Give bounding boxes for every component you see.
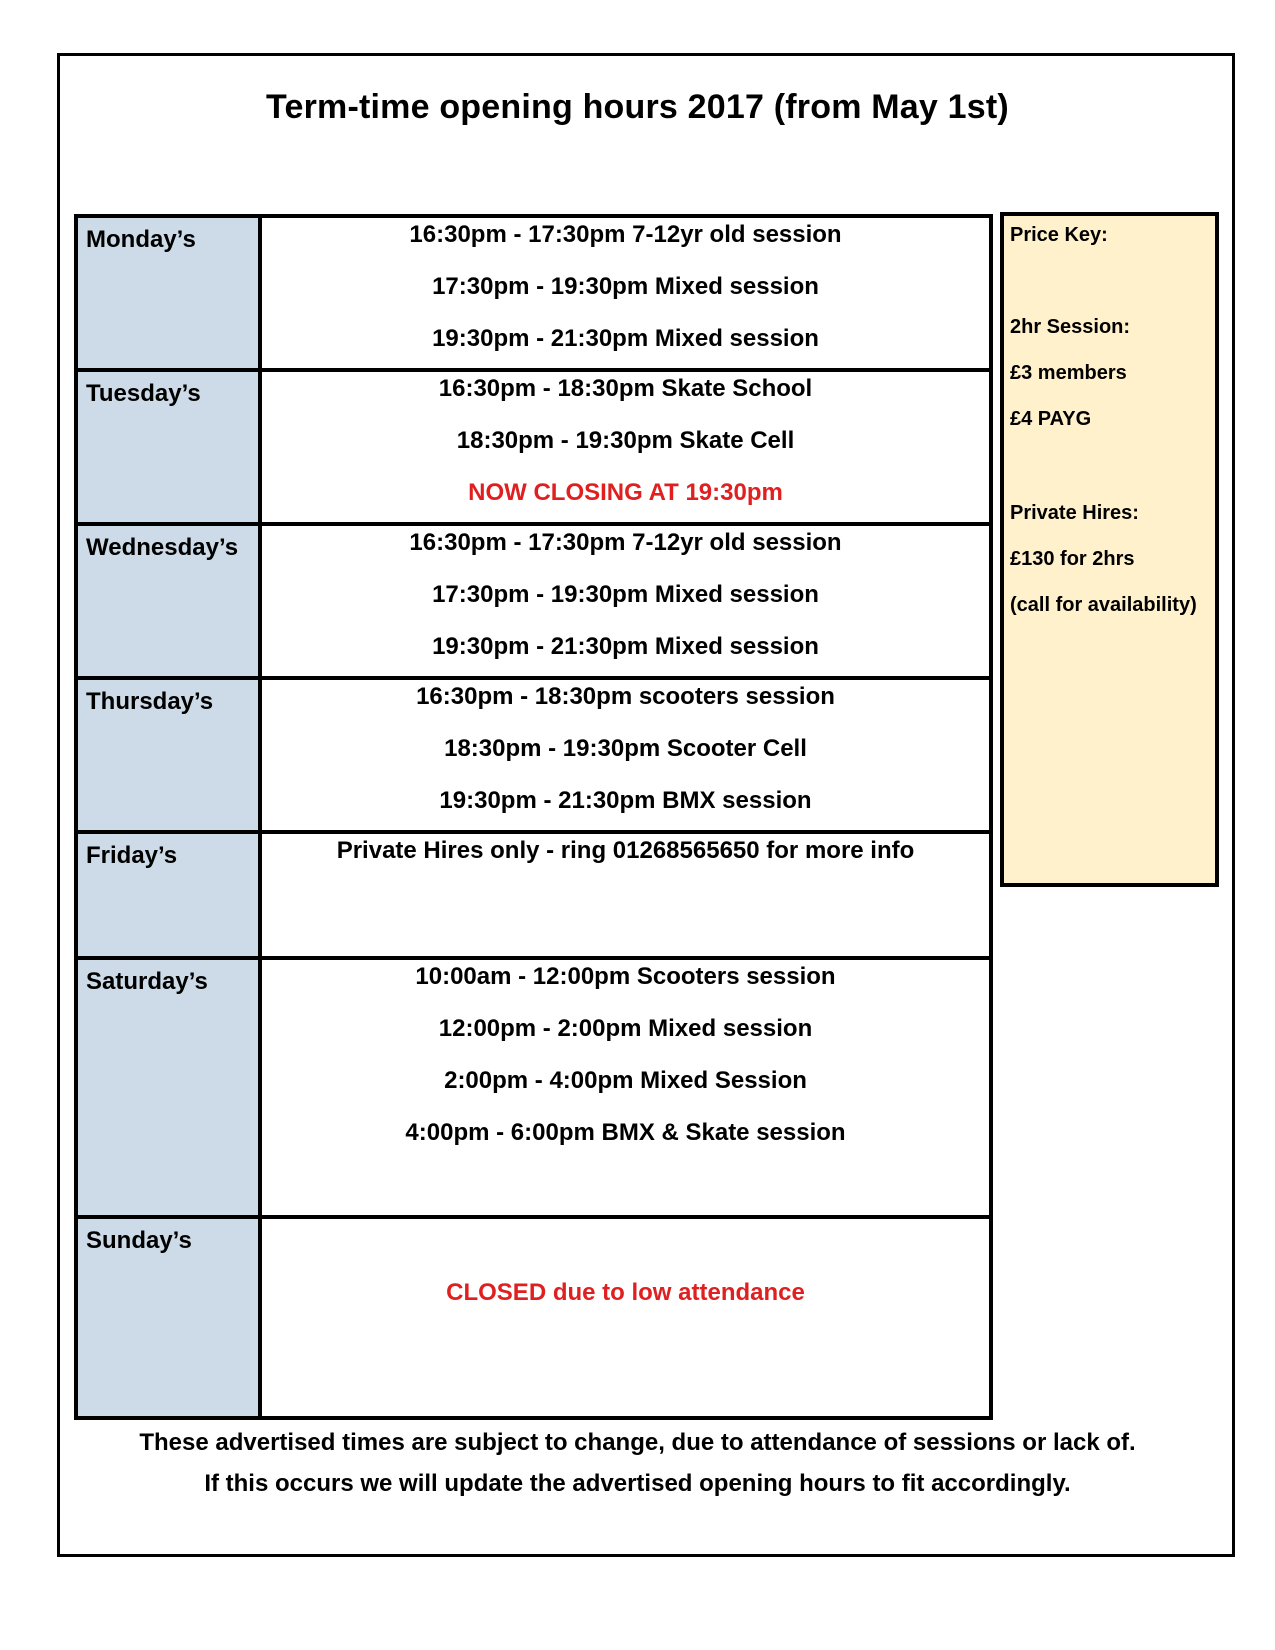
page-title: Term-time opening hours 2017 (from May 1st) bbox=[266, 88, 1009, 126]
sessions-cell bbox=[262, 834, 989, 956]
day-cell bbox=[78, 834, 262, 956]
session-line: Private Hires only - ring 01268565650 for more info bbox=[336, 837, 915, 864]
day-cell bbox=[78, 526, 262, 676]
day-label: Saturday’s bbox=[86, 968, 208, 995]
sessions-cell bbox=[262, 526, 989, 676]
schedule-row-thursday bbox=[78, 680, 989, 834]
day-label: Tuesday’s bbox=[86, 380, 201, 407]
day-label: Monday’s bbox=[86, 226, 196, 253]
session-line: 4:00pm - 6:00pm BMX & Skate session bbox=[405, 1119, 846, 1146]
schedule-table bbox=[74, 214, 993, 1420]
session-line: 19:30pm - 21:30pm BMX session bbox=[439, 787, 812, 814]
private-hires-heading: Private Hires: bbox=[1010, 502, 1139, 524]
day-label: Wednesday’s bbox=[86, 534, 239, 561]
footer-note-line1: These advertised times are subject to change, due to attendance of sessions or lack of. bbox=[139, 1429, 1136, 1456]
price-key-heading: Price Key: bbox=[1010, 224, 1108, 246]
session-line: 17:30pm - 19:30pm Mixed session bbox=[432, 581, 819, 608]
day-cell bbox=[78, 1219, 262, 1416]
closing-notice: NOW CLOSING AT 19:30pm bbox=[468, 479, 783, 506]
session-line: 19:30pm - 21:30pm Mixed session bbox=[432, 633, 819, 660]
day-cell bbox=[78, 680, 262, 830]
session-line: 18:30pm - 19:30pm Scooter Cell bbox=[444, 735, 807, 762]
private-hires-note: (call for availability) bbox=[1010, 594, 1197, 616]
session-price-heading: 2hr Session: bbox=[1010, 316, 1131, 338]
session-line: 16:30pm - 17:30pm 7-12yr old session bbox=[409, 221, 842, 248]
sessions-cell bbox=[262, 680, 989, 830]
sessions-cell bbox=[262, 960, 989, 1215]
session-line: 19:30pm - 21:30pm Mixed session bbox=[432, 325, 819, 352]
payg-price: £4 PAYG bbox=[1010, 408, 1092, 430]
session-line: 16:30pm - 18:30pm Skate School bbox=[438, 375, 813, 402]
schedule-row-friday bbox=[78, 834, 989, 960]
schedule-row-sunday bbox=[78, 1219, 989, 1416]
session-line: 10:00am - 12:00pm Scooters session bbox=[415, 963, 836, 990]
schedule-row-tuesday bbox=[78, 372, 989, 526]
footer-note-line2: If this occurs we will update the advertised opening hours to fit accordingly. bbox=[204, 1470, 1071, 1497]
private-hires-price: £130 for 2hrs bbox=[1010, 548, 1135, 570]
day-label: Sunday’s bbox=[86, 1227, 192, 1254]
sessions-cell bbox=[262, 218, 989, 368]
schedule-row-monday bbox=[78, 218, 989, 372]
day-cell bbox=[78, 372, 262, 522]
day-label: Thursday’s bbox=[86, 688, 214, 715]
closed-notice: CLOSED due to low attendance bbox=[446, 1279, 805, 1306]
session-line: 18:30pm - 19:30pm Skate Cell bbox=[456, 427, 795, 454]
session-line: 2:00pm - 4:00pm Mixed Session bbox=[444, 1067, 807, 1094]
schedule-row-saturday bbox=[78, 960, 989, 1219]
price-key-box bbox=[1000, 212, 1219, 887]
sessions-cell bbox=[262, 1219, 989, 1416]
session-line: 16:30pm - 18:30pm scooters session bbox=[416, 683, 835, 710]
day-cell bbox=[78, 218, 262, 368]
session-line: 12:00pm - 2:00pm Mixed session bbox=[438, 1015, 813, 1042]
members-price: £3 members bbox=[1010, 362, 1127, 384]
schedule-row-wednesday bbox=[78, 526, 989, 680]
session-line: 17:30pm - 19:30pm Mixed session bbox=[432, 273, 819, 300]
sessions-cell bbox=[262, 372, 989, 522]
day-label: Friday’s bbox=[86, 842, 178, 869]
session-line: 16:30pm - 17:30pm 7-12yr old session bbox=[409, 529, 842, 556]
day-cell bbox=[78, 960, 262, 1215]
